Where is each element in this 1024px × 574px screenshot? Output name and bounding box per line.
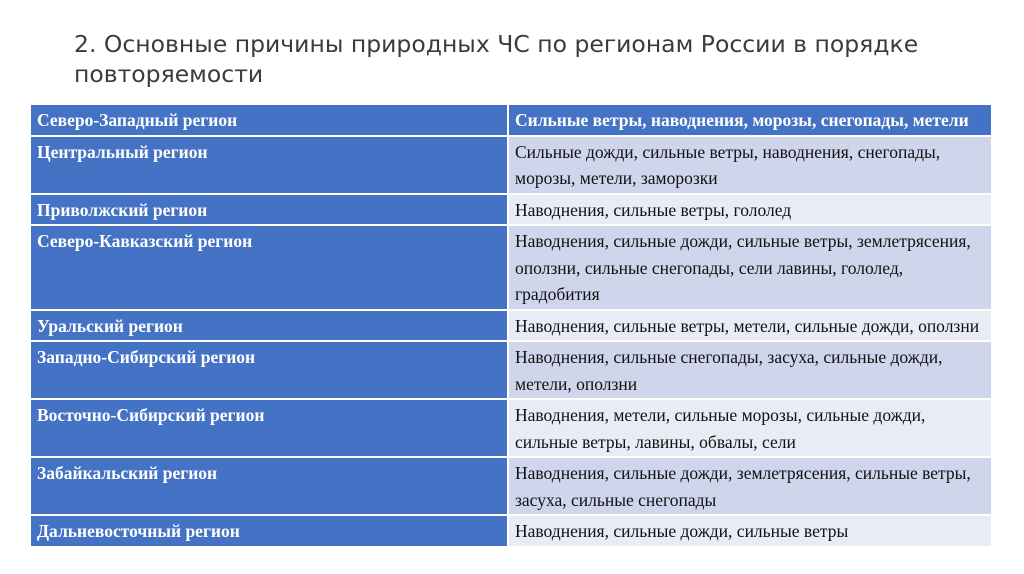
table-row-central <box>31 136 991 194</box>
causes-cell: Сильные ветры, наводнения, морозы, снегопады, метели <box>508 105 991 136</box>
causes-cell: Наводнения, метели, сильные морозы, сильные дожди, сильные ветры, лавины, обвалы, сели <box>508 399 991 457</box>
region-name-cell: Северо-Кавказский регион <box>31 225 508 310</box>
table-row-east-siberia <box>31 399 991 457</box>
causes-cell: Наводнения, сильные снегопады, засуха, сильные дожди, метели, оползни <box>508 341 991 399</box>
region-name-cell: Дальневосточный регион <box>31 515 508 547</box>
causes-cell: Наводнения, сильные дожди, сильные ветры, землетрясения, оползни, сильные снегопады, сели лавины, гололед, градобития <box>508 225 991 310</box>
table-row-north-west <box>31 105 991 136</box>
region-name-cell: Западно-Сибирский регион <box>31 341 508 399</box>
causes-cell: Наводнения, сильные дожди, сильные ветры <box>508 515 991 547</box>
table-row-north-caucasus <box>31 225 991 310</box>
table-row-west-siberia <box>31 341 991 399</box>
slide-title-line-1: 2. Основные причины природных ЧС по регионам России в порядке <box>74 30 919 58</box>
slide-title-line-2: повторяемости <box>74 60 264 88</box>
table-row-ural <box>31 310 991 342</box>
table-row-transbaikal <box>31 457 991 515</box>
regions-table <box>31 105 991 548</box>
causes-cell: Сильные дожди, сильные ветры, наводнения, снегопады, морозы, метели, заморозки <box>508 136 991 194</box>
table-row-far-east <box>31 515 991 547</box>
region-name-cell: Центральный регион <box>31 136 508 194</box>
region-name-cell: Северо-Западный регион <box>31 105 508 136</box>
causes-cell: Наводнения, сильные дожди, землетрясения, сильные ветры, засуха, сильные снегопады <box>508 457 991 515</box>
causes-cell: Наводнения, сильные ветры, гололед <box>508 194 991 226</box>
slide-title <box>74 29 974 89</box>
region-name-cell: Восточно-Сибирский регион <box>31 399 508 457</box>
region-name-cell: Уральский регион <box>31 310 508 342</box>
table-row-volga <box>31 194 991 226</box>
causes-cell: Наводнения, сильные ветры, метели, сильные дожди, оползни <box>508 310 991 342</box>
region-name-cell: Приволжский регион <box>31 194 508 226</box>
region-name-cell: Забайкальский регион <box>31 457 508 515</box>
